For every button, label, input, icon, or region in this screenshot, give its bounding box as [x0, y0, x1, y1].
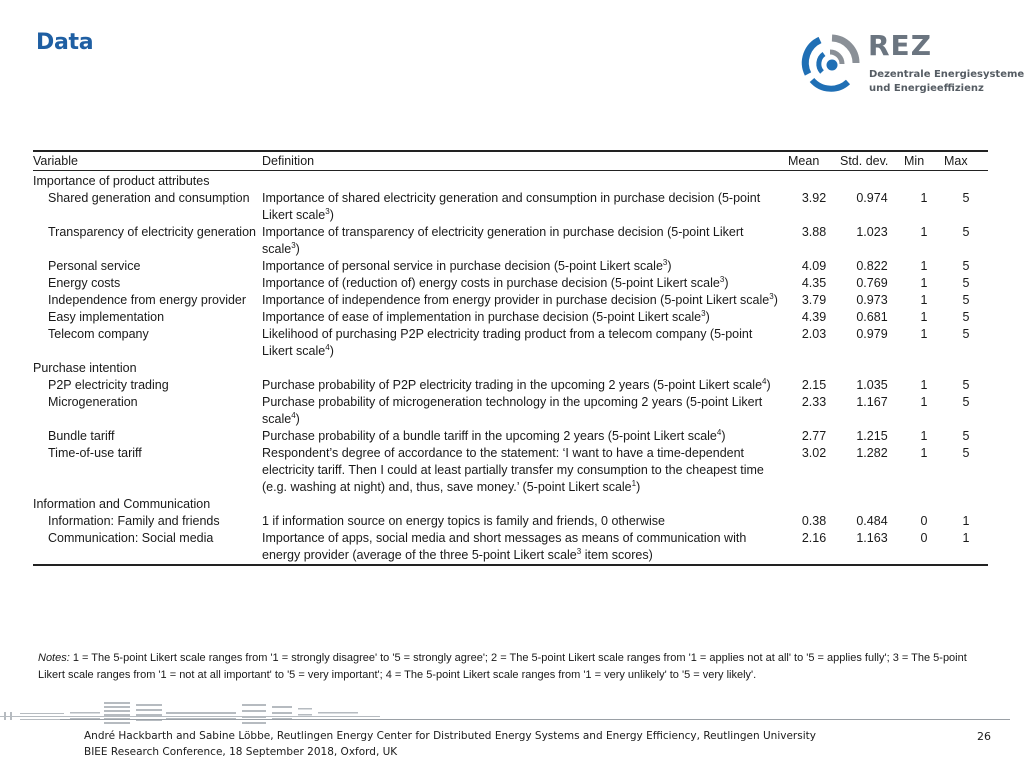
footnote-ref: 4 [762, 376, 767, 386]
definition-end: ) [773, 293, 778, 307]
footnote-ref: 3 [291, 240, 296, 250]
definition-cell [262, 326, 788, 360]
page-title: Data [36, 30, 94, 55]
definition-cell [262, 309, 788, 326]
max-cell: 1 [962, 514, 970, 528]
data-table [33, 150, 988, 566]
section-title: Information and Communication [33, 497, 211, 511]
table-row [33, 224, 988, 258]
std-cell: 1.215 [856, 429, 888, 443]
mean-cell: 4.09 [801, 259, 827, 273]
definition-text: Purchase probability of microgeneration technology in the upcoming 2 years (5-point Likert scale [262, 395, 763, 426]
std-cell: 0.681 [856, 310, 888, 324]
section-header-row [33, 360, 988, 377]
min-cell: 0 [920, 531, 928, 545]
variable-cell: Personal service [48, 259, 141, 273]
footnote-ref: 4 [291, 410, 296, 420]
definition-end: ) [295, 412, 300, 426]
definition-end: ) [295, 242, 300, 256]
section-header-row [33, 496, 988, 513]
footnote-ref: 3 [701, 308, 706, 318]
rez-logo-mark-icon [798, 32, 864, 94]
definition-cell [262, 292, 788, 309]
min-cell: 1 [920, 225, 928, 239]
footnote-ref: 4 [716, 427, 722, 437]
footnote-ref: 3 [576, 546, 582, 556]
definition-text: 1 if information source on energy topics is family and friends, 0 otherwise [262, 514, 665, 528]
min-cell: 1 [920, 378, 928, 392]
definition-end: ) [329, 208, 334, 222]
table-notes [38, 650, 968, 684]
definition-cell [262, 530, 788, 565]
std-cell: 1.163 [856, 531, 888, 545]
mean-cell: 2.15 [801, 378, 827, 392]
definition-text: Importance of transparency of electricity generation in purchase decision (5-point Likert scale [262, 225, 744, 256]
std-cell: 0.769 [856, 276, 888, 290]
definition-end: ) [721, 429, 726, 443]
table-row [33, 326, 988, 360]
header-max: Max [944, 154, 968, 168]
std-cell: 1.282 [856, 446, 888, 460]
definition-end: ) [766, 378, 771, 392]
table-row [33, 377, 988, 394]
max-cell: 5 [962, 225, 970, 239]
definition-end: ) [667, 259, 672, 273]
min-cell: 1 [920, 276, 928, 290]
definition-text: Importance of personal service in purchase decision (5-point Likert scale [262, 259, 663, 273]
max-cell: 5 [962, 327, 970, 341]
std-cell: 0.974 [856, 191, 888, 205]
table-row [33, 394, 988, 428]
mean-cell: 4.39 [801, 310, 827, 324]
header-mean: Mean [788, 154, 820, 168]
section-title: Purchase intention [33, 361, 137, 375]
mean-cell: 3.79 [801, 293, 827, 307]
header-variable: Variable [33, 154, 78, 168]
min-cell: 1 [920, 327, 928, 341]
footnote-ref: 3 [325, 206, 330, 216]
min-cell: 1 [920, 429, 928, 443]
definition-text: Importance of apps, social media and short messages as means of communication with energy provider (average of the three 5-point Likert scale [262, 531, 747, 562]
definition-cell [262, 445, 788, 496]
max-cell: 5 [962, 395, 970, 409]
max-cell: 5 [962, 259, 970, 273]
std-cell: 0.979 [856, 327, 888, 341]
footer-divider [60, 719, 1010, 720]
mean-cell: 2.33 [801, 395, 827, 409]
header-definition: Definition [262, 154, 315, 168]
variable-cell: Communication: Social media [48, 531, 214, 545]
variable-cell: Time-of-use tariff [48, 446, 142, 460]
footer-conference: BIEE Research Conference, 18 September 2018, Oxford, UK [84, 746, 398, 758]
notes-text: 1 = The 5-point Likert scale ranges from '1 = strongly disagree' to '5 = strongly agree'; 2 = The 5-point Likert scale ranges from '1 = applies not at all' to '5 = applies fully'; 3 = The 5-point Likert scale ranges from '1 = not at all important' to '5 = very important'; 4 = The 5-point Likert scale ranges from '1 = very unlikely' to '5 = very likely'. [38, 652, 967, 681]
table-row [33, 190, 988, 224]
min-cell: 1 [920, 446, 928, 460]
definition-cell [262, 190, 788, 224]
table-row [33, 445, 988, 496]
definition-end: item scores) [581, 548, 653, 562]
notes-label: Notes: [38, 652, 70, 664]
std-cell: 1.023 [856, 225, 888, 239]
max-cell: 5 [962, 293, 970, 307]
definition-cell [262, 394, 788, 428]
variable-cell: Microgeneration [48, 395, 138, 409]
definition-text: Respondent’s degree of accordance to the statement: ‘I want to have a time-dependent electricity tariff. Then I could at least partially transfer my consumption to the cheapest time (e.g. washing at night) and, thus, save money.’ (5-point Likert scale [262, 446, 764, 494]
header-min: Min [904, 154, 925, 168]
definition-text: Importance of shared electricity generation and consumption in purchase decision (5-point Likert scale [262, 191, 761, 222]
mean-cell: 3.88 [801, 225, 827, 239]
table-row [33, 258, 988, 275]
definition-text: Importance of independence from energy provider in purchase decision (5-point Likert scale [262, 293, 770, 307]
mean-cell: 2.77 [801, 429, 827, 443]
max-cell: 5 [962, 446, 970, 460]
logo-name: REZ [868, 29, 932, 62]
mean-cell: 2.03 [801, 327, 827, 341]
variable-cell: Shared generation and consumption [48, 191, 250, 205]
variable-cell: Bundle tariff [48, 429, 115, 443]
variable-cell: P2P electricity trading [48, 378, 169, 392]
definition-cell [262, 275, 788, 292]
mean-cell: 4.35 [801, 276, 827, 290]
table-row [33, 275, 988, 292]
variable-cell: Transparency of electricity generation [48, 225, 256, 239]
table-row [33, 428, 988, 445]
decorative-bar-pattern [0, 700, 380, 726]
table-row [33, 292, 988, 309]
std-cell: 1.035 [856, 378, 888, 392]
max-cell: 5 [962, 310, 970, 324]
std-cell: 1.167 [856, 395, 888, 409]
logo-subtitle-line2: und Energieeffizienz [869, 83, 984, 94]
definition-end: ) [636, 480, 641, 494]
definition-cell [262, 377, 788, 394]
min-cell: 1 [920, 293, 928, 307]
table-body [33, 171, 988, 566]
mean-cell: 2.16 [801, 531, 827, 545]
variable-cell: Telecom company [48, 327, 149, 341]
min-cell: 1 [920, 310, 928, 324]
max-cell: 5 [962, 191, 970, 205]
table-header-row [33, 151, 988, 171]
definition-end: ) [329, 344, 334, 358]
variable-cell: Easy implementation [48, 310, 165, 324]
footer-authors: André Hackbarth and Sabine Löbbe, Reutlingen Energy Center for Distributed Energy Systems and Energy Efficiency, Reutlingen University [84, 730, 816, 742]
min-cell: 0 [920, 514, 928, 528]
table-row [33, 513, 988, 530]
min-cell: 1 [920, 259, 928, 273]
max-cell: 5 [962, 378, 970, 392]
section-header-row [33, 171, 988, 191]
footnote-ref: 3 [719, 274, 725, 284]
min-cell: 1 [920, 395, 928, 409]
footnote-ref: 4 [325, 342, 330, 352]
definition-cell [262, 258, 788, 275]
logo-subtitle-line1: Dezentrale Energiesysteme [869, 69, 1024, 80]
std-cell: 0.484 [856, 514, 888, 528]
min-cell: 1 [920, 191, 928, 205]
variable-cell: Independence from energy provider [48, 293, 247, 307]
definition-text: Importance of (reduction of) energy costs in purchase decision (5-point Likert scale [262, 276, 720, 290]
mean-cell: 0.38 [801, 514, 827, 528]
definition-text: Purchase probability of a bundle tariff in the upcoming 2 years (5-point Likert scale [262, 429, 717, 443]
variable-cell: Information: Family and friends [48, 514, 220, 528]
footnote-ref: 1 [631, 478, 637, 488]
mean-cell: 3.92 [801, 191, 827, 205]
definition-end: ) [705, 310, 710, 324]
definition-text: Likelihood of purchasing P2P electricity trading product from a telecom company (5-point Likert scale [262, 327, 753, 358]
mean-cell: 3.02 [801, 446, 827, 460]
rez-logo [798, 29, 1024, 98]
table-row [33, 530, 988, 565]
max-cell: 5 [962, 429, 970, 443]
definition-text: Importance of ease of implementation in purchase decision (5-point Likert scale [262, 310, 702, 324]
header-std: Std. dev. [840, 154, 889, 168]
variable-cell: Energy costs [48, 276, 121, 290]
section-title: Importance of product attributes [33, 174, 210, 188]
footnote-ref: 3 [769, 291, 774, 301]
std-cell: 0.973 [856, 293, 888, 307]
page-number: 26 [977, 730, 991, 743]
max-cell: 1 [962, 531, 970, 545]
std-cell: 0.822 [856, 259, 888, 273]
definition-cell [262, 224, 788, 258]
footnote-ref: 3 [662, 257, 668, 267]
definition-text: Purchase probability of P2P electricity trading in the upcoming 2 years (5-point Likert scale [262, 378, 763, 392]
definition-end: ) [724, 276, 729, 290]
definition-cell [262, 513, 788, 530]
table-row [33, 309, 988, 326]
max-cell: 5 [962, 276, 970, 290]
definition-cell [262, 428, 788, 445]
